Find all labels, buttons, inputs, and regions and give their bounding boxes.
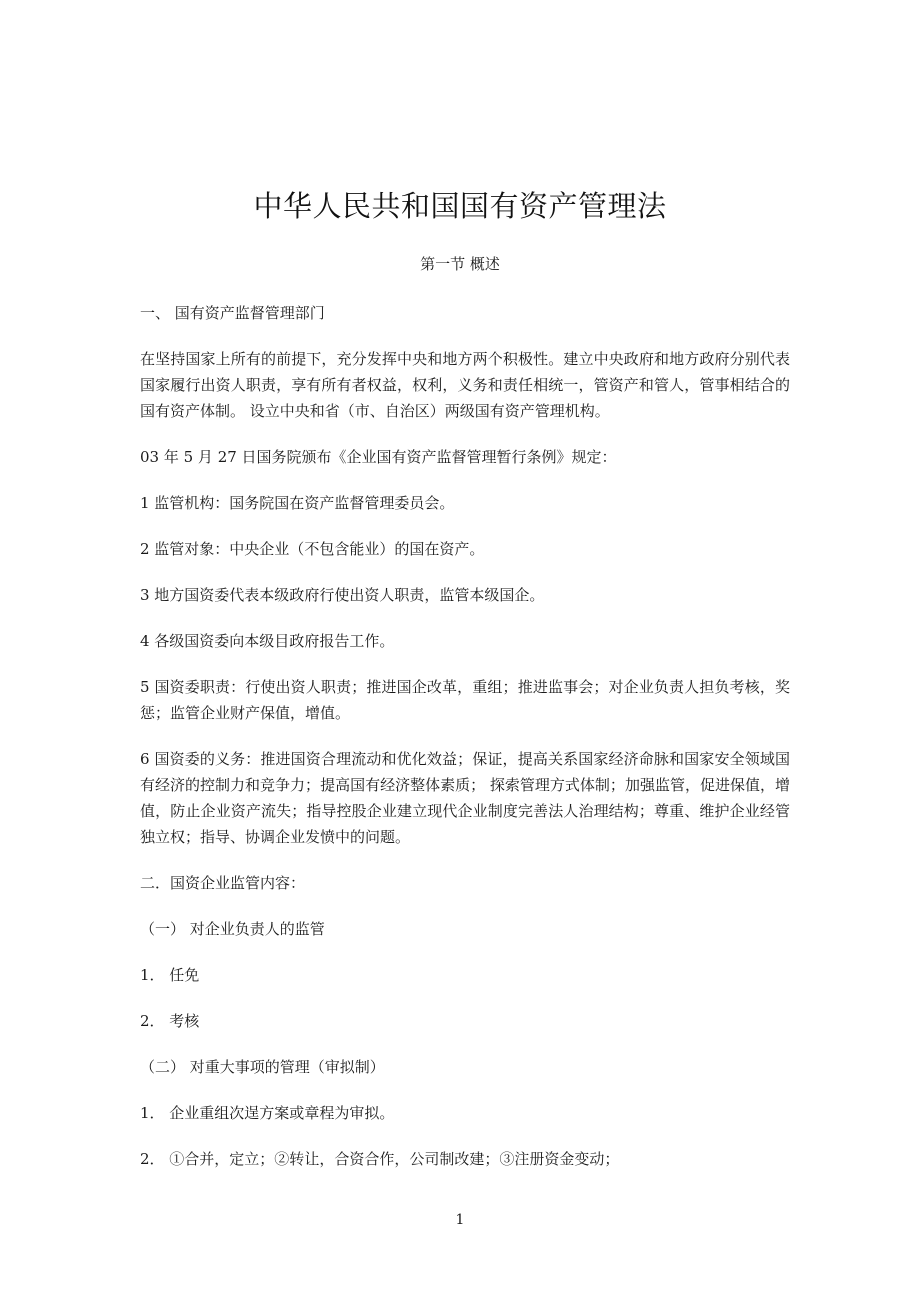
heading-supervision-department: 一、 国有资产监督管理部门 — [140, 304, 325, 322]
list-item-1: 1 监管机构：国务院国在资产监督管理委员会。 — [140, 494, 455, 512]
section-title: 第一节 概述 — [420, 255, 500, 273]
subheading-major-matters: （二） 对重大事项的管理（审拟制） — [140, 1058, 385, 1076]
heading-supervision-content: 二．国资企业监管内容： — [140, 874, 306, 892]
sub-item-restructuring: 1． 企业重组次逞方案或章程为审拟。 — [140, 1104, 395, 1122]
sub-item-appointment: 1． 任免 — [140, 966, 200, 984]
list-item-6: 6 国资委的义务：推进国资合理流动和优化效益；保证，提高关系国家经济命脉和国家安全领域国有经济的控制力和竞争力；提高国有经济整体素质； 探索管理方式体制；加强监管，促进保值，增值，防止企业资产流失；指导控股企业建立现代企业制度完善法人治理结构；尊重、维护企业经管独立权；指导、协调企业发愤中的问题。 — [140, 750, 790, 846]
sub-item-merger: 2． ①合并，定立；②转让，合资合作，公司制改建；③注册资金变动； — [140, 1150, 620, 1168]
document-body — [140, 300, 790, 1172]
list-item-2: 2 监管对象：中央企业（不包含能业）的国在资产。 — [140, 540, 485, 558]
paragraph-regulation: 03 年 5 月 27 日国务院颁布《企业国有资产监督管理暂行条例》规定： — [140, 448, 617, 466]
list-item-4: 4 各级国资委向本级目政府报告工作。 — [140, 632, 395, 650]
sub-item-assessment: 2． 考核 — [140, 1012, 200, 1030]
page-number: 1 — [455, 1212, 465, 1228]
subheading-leader-supervision: （一） 对企业负责人的监管 — [140, 920, 325, 938]
list-item-3: 3 地方国资委代表本级政府行使出资人职责，监管本级国企。 — [140, 586, 545, 604]
document-title: 中华人民共和国国有资产管理法 — [253, 189, 667, 223]
list-item-5: 5 国资委职责：行使出资人职责；推进国企改革，重组；推进监事会；对企业负责人担负考核，奖惩；监管企业财产保值，增值。 — [140, 678, 790, 722]
paragraph-overview: 在坚持国家上所有的前提下，充分发挥中央和地方两个积极性。建立中央政府和地方政府分别代表国家履行出资人职责，享有所有者权益，权利，义务和责任相统一，管资产和管人，管事相结合的国有资产体制。 设立中央和省（市、自治区）两级国有资产管理机构。 — [140, 350, 790, 420]
